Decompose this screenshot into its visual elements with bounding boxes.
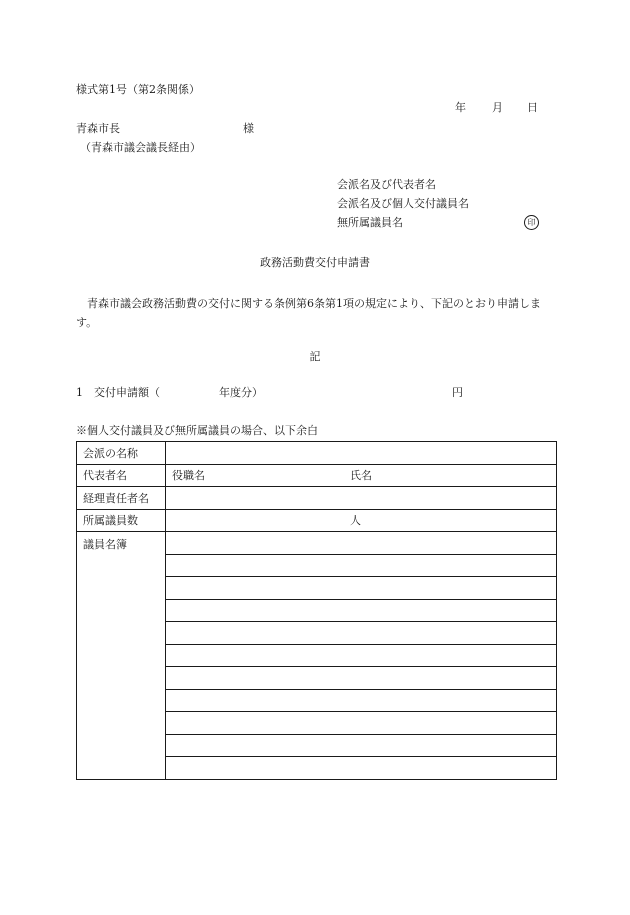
- document-title: 政務活動費交付申請書: [260, 256, 370, 269]
- member-list-row[interactable]: [166, 622, 557, 645]
- member-list-row[interactable]: [166, 667, 557, 690]
- seal-mark: 印: [524, 215, 539, 230]
- faction-name-field[interactable]: [166, 442, 557, 465]
- member-list-row[interactable]: [166, 734, 557, 757]
- addressee-via: （青森市議会議長経由）: [80, 141, 201, 154]
- representative-label: 代表者名: [77, 464, 166, 487]
- body-text: 青森市議会政務活動費の交付に関する条例第6条第1項の規定により、下記のとおり申請します。: [76, 297, 541, 329]
- member-list-row[interactable]: [166, 599, 557, 622]
- date-year: 年: [455, 101, 466, 114]
- form-number: 様式第1号（第2条関係）: [76, 83, 200, 96]
- table-row: [77, 442, 557, 465]
- table-row: [77, 487, 557, 510]
- member-list-row[interactable]: [166, 712, 557, 735]
- member-unit: 人: [350, 514, 361, 528]
- table-row: [77, 509, 557, 532]
- applicant-line-2: 会派名及び個人交付議員名: [337, 197, 469, 210]
- item1-label: 1 交付申請額（: [76, 386, 160, 399]
- member-list-row[interactable]: [166, 757, 557, 780]
- addressee-suffix: 様: [243, 122, 254, 135]
- body-paragraph: [76, 294, 558, 332]
- member-list-row[interactable]: [166, 554, 557, 577]
- table-row: [77, 532, 557, 555]
- date-day: 日: [527, 101, 538, 114]
- member-list-row[interactable]: [166, 577, 557, 600]
- ki-heading: 記: [309, 350, 321, 363]
- item1-unit: 円: [452, 386, 463, 399]
- member-count-label: 所属議員数: [77, 509, 166, 532]
- date-month: 月: [492, 101, 503, 114]
- name-label: 氏名: [350, 469, 372, 483]
- table-row: [77, 464, 557, 487]
- table-note: ※個人交付議員及び無所属議員の場合、以下余白: [76, 424, 318, 437]
- member-list-row[interactable]: [166, 532, 557, 555]
- member-list-row[interactable]: [166, 644, 557, 667]
- addressee-name: 青森市長: [76, 122, 120, 135]
- faction-name-label: 会派の名称: [77, 442, 166, 465]
- member-list-row[interactable]: [166, 689, 557, 712]
- position-label: 役職名: [172, 469, 205, 483]
- member-count-field[interactable]: [166, 509, 557, 532]
- accountant-field[interactable]: [166, 487, 557, 510]
- applicant-line-1: 会派名及び代表者名: [337, 178, 436, 191]
- representative-field[interactable]: [166, 464, 557, 487]
- item1-year-part: 年度分）: [219, 386, 263, 399]
- accountant-label: 経理責任者名: [77, 487, 166, 510]
- member-list-label: 議員名簿: [77, 532, 166, 780]
- faction-table: [76, 441, 557, 780]
- applicant-line-3: 無所属議員名: [337, 216, 403, 229]
